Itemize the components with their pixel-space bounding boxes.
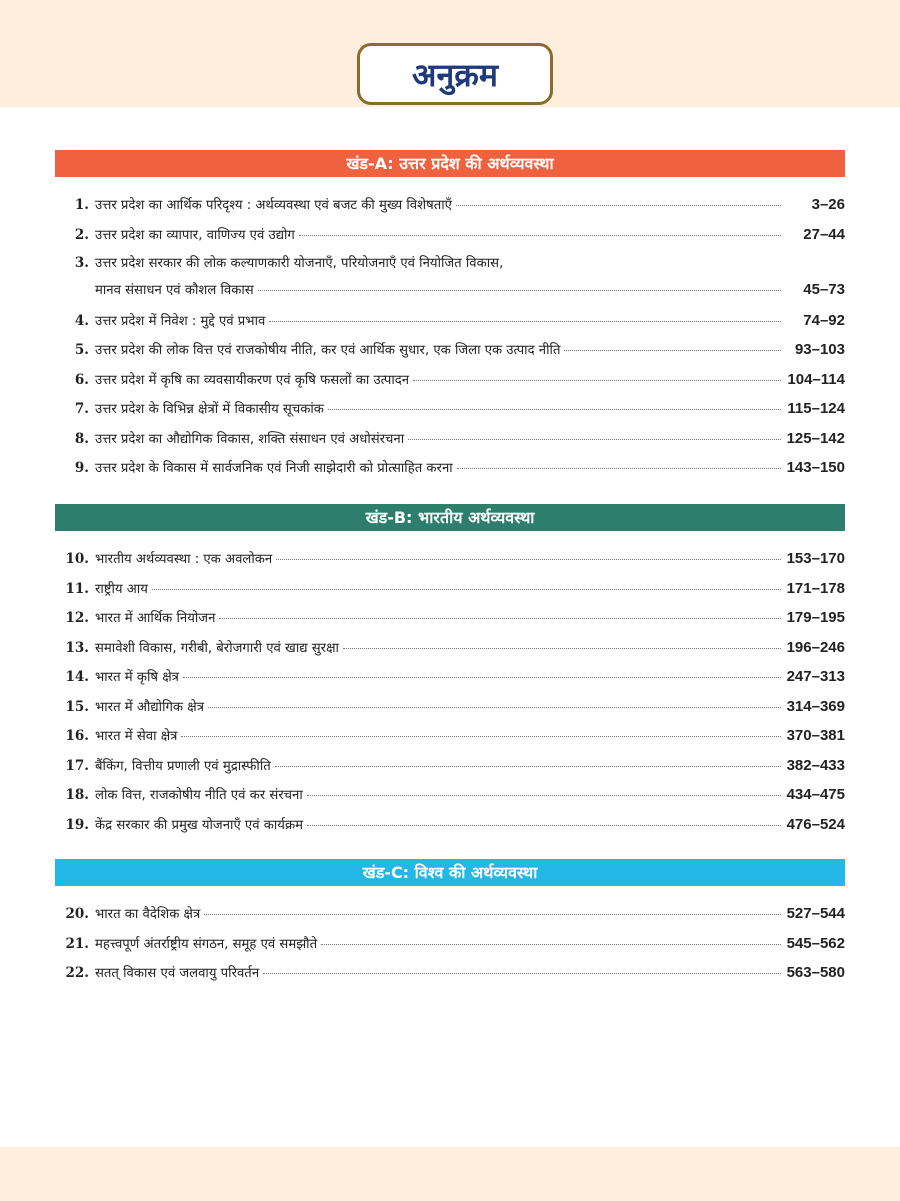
section-header: खंड-B: भारतीय अर्थव्यवस्था xyxy=(55,504,845,531)
entry-number: 1. xyxy=(74,197,89,213)
dot-leader xyxy=(181,736,781,737)
page-range: 382–433 xyxy=(786,756,845,774)
entry-number: 5. xyxy=(74,342,89,358)
entry-title: महत्त्वपूर्ण अंतर्राष्ट्रीय संगठन, समूह एवं समझौते xyxy=(95,936,318,952)
entry-title: भारत में औद्योगिक क्षेत्र xyxy=(95,699,204,715)
section-a xyxy=(55,150,845,483)
toc-entry[interactable] xyxy=(55,780,845,810)
toc-entry[interactable] xyxy=(55,544,845,574)
page-range: 27–44 xyxy=(803,225,845,243)
entry-number: 21. xyxy=(65,935,89,952)
entry-number: 12. xyxy=(65,610,89,626)
entry-number: 20. xyxy=(65,906,89,922)
page-range: 153–170 xyxy=(786,550,845,567)
entry-number: 8. xyxy=(74,430,89,447)
page-range: 3–26 xyxy=(811,196,845,213)
section-c xyxy=(55,859,845,988)
toc-entry[interactable] xyxy=(55,365,845,395)
entry-number: 7. xyxy=(74,401,89,417)
dot-leader xyxy=(321,944,781,945)
toc-entry[interactable] xyxy=(55,958,845,988)
toc-entry[interactable] xyxy=(55,249,845,306)
entry-list xyxy=(55,886,845,988)
toc-entry[interactable] xyxy=(55,899,845,929)
entry-list xyxy=(55,177,845,483)
dot-leader xyxy=(457,468,781,469)
dot-leader xyxy=(307,795,781,796)
toc-entry[interactable] xyxy=(55,751,845,781)
entry-title: मानव संसाधन एवं कौशल विकास xyxy=(95,283,254,298)
toc-entry[interactable] xyxy=(55,721,845,751)
entry-title: उत्तर प्रदेश का व्यापार, वाणिज्य एवं उद्योग xyxy=(95,227,295,243)
entry-title: उत्तर प्रदेश के विभिन्न क्षेत्रों में विकासीय सूचकांक xyxy=(95,402,324,417)
dot-leader xyxy=(413,380,781,381)
toc-entry[interactable] xyxy=(55,394,845,424)
toc-entry[interactable] xyxy=(55,190,845,220)
dot-leader xyxy=(152,589,781,590)
entry-number: 9. xyxy=(74,460,89,476)
toc-entry[interactable] xyxy=(55,424,845,454)
dot-leader xyxy=(408,439,781,440)
entry-title: सतत् विकास एवं जलवायु परिवर्तन xyxy=(95,966,260,981)
entry-title: भारतीय अर्थव्यवस्था : एक अवलोकन xyxy=(95,552,273,567)
entry-title: लोक वित्त, राजकोषीय नीति एवं कर संरचना xyxy=(95,788,303,803)
page-range: 93–103 xyxy=(794,341,845,358)
toc-entry[interactable] xyxy=(55,603,845,633)
page-range: 143–150 xyxy=(786,459,845,476)
page-range: 370–381 xyxy=(786,727,845,744)
page-title: अनुक्रम xyxy=(357,43,553,105)
page-range: 314–369 xyxy=(786,697,845,715)
toc-entry[interactable] xyxy=(55,306,845,336)
dot-leader xyxy=(328,409,781,410)
section-header: खंड-A: उत्तर प्रदेश की अर्थव्यवस्था xyxy=(55,150,845,177)
page-range: 74–92 xyxy=(803,311,845,329)
section-b xyxy=(55,504,845,839)
entry-title: भारत में कृषि क्षेत्र xyxy=(95,670,179,685)
page-range: 527–544 xyxy=(786,905,845,922)
footer-band xyxy=(0,1147,900,1201)
page-range: 171–178 xyxy=(786,579,845,597)
entry-number: 10. xyxy=(65,551,89,567)
page-range: 563–580 xyxy=(786,964,845,981)
toc-entry[interactable] xyxy=(55,810,845,840)
dot-leader xyxy=(343,648,781,649)
page-range: 545–562 xyxy=(786,934,845,952)
entry-number: 3. xyxy=(74,255,89,271)
page-range: 196–246 xyxy=(786,638,845,656)
toc-entry[interactable] xyxy=(55,633,845,663)
entry-title: उत्तर प्रदेश का औद्योगिक विकास, शक्ति संसाधन एवं अधोसंरचना xyxy=(95,431,405,447)
entry-title-line: उत्तर प्रदेश सरकार की लोक कल्याणकारी योजनाएँ, परियोजनाएँ एवं नियोजित विकास, xyxy=(95,256,504,271)
dot-leader xyxy=(276,559,781,560)
entry-title: उत्तर प्रदेश का आर्थिक परिदृश्य : अर्थव्यवस्था एवं बजट की मुख्य विशेषताएँ xyxy=(95,198,452,213)
dot-leader xyxy=(564,350,781,351)
dot-leader xyxy=(219,618,781,619)
entry-title: उत्तर प्रदेश में कृषि का व्यवसायीकरण एवं कृषि फसलों का उत्पादन xyxy=(95,372,410,388)
dot-leader xyxy=(307,825,781,826)
entry-title: भारत का वैदेशिक क्षेत्र xyxy=(95,907,201,922)
page-range: 179–195 xyxy=(786,609,845,626)
dot-leader xyxy=(263,973,781,974)
entry-number: 18. xyxy=(65,787,89,803)
dot-leader xyxy=(258,290,781,291)
page-range: 434–475 xyxy=(786,786,845,803)
entry-title: समावेशी विकास, गरीबी, बेरोजगारी एवं खाद्य सुरक्षा xyxy=(95,640,339,656)
entry-number: 16. xyxy=(65,728,89,744)
toc-entry[interactable] xyxy=(55,220,845,250)
entry-title: बैंकिंग, वित्तीय प्रणाली एवं मुद्रास्फीति xyxy=(95,758,271,774)
page-range: 45–73 xyxy=(803,281,845,298)
entry-number: 11. xyxy=(65,580,89,597)
entry-title: केंद्र सरकार की प्रमुख योजनाएँ एवं कार्यक्रम xyxy=(95,817,303,833)
section-header: खंड-C: विश्व की अर्थव्यवस्था xyxy=(55,859,845,886)
entry-number: 22. xyxy=(65,965,89,981)
entry-title: राष्ट्रीय आय xyxy=(95,581,148,597)
page-range: 125–142 xyxy=(786,429,845,447)
entry-title: उत्तर प्रदेश की लोक वित्त एवं राजकोषीय नीति, कर एवं आर्थिक सुधार, एक जिला एक उत्पाद नीति xyxy=(95,343,561,358)
page-range: 115–124 xyxy=(787,400,845,417)
entry-number: 4. xyxy=(74,312,89,329)
toc-entry[interactable] xyxy=(55,662,845,692)
entry-title: उत्तर प्रदेश के विकास में सार्वजनिक एवं निजी साझेदारी को प्रोत्साहित करना xyxy=(95,461,453,476)
toc-entry[interactable] xyxy=(55,574,845,604)
toc-entry[interactable] xyxy=(55,335,845,365)
entry-number: 19. xyxy=(65,816,89,833)
dot-leader xyxy=(204,914,781,915)
page-range: 104–114 xyxy=(787,370,845,388)
entry-number: 13. xyxy=(65,639,89,656)
dot-leader xyxy=(299,235,781,236)
dot-leader xyxy=(269,321,781,322)
entry-number: 17. xyxy=(65,757,89,774)
dot-leader xyxy=(183,677,781,678)
entry-title: भारत में आर्थिक नियोजन xyxy=(95,611,216,626)
entry-list xyxy=(55,531,845,839)
toc-entry[interactable] xyxy=(55,929,845,959)
entry-number: 6. xyxy=(74,371,89,388)
dot-leader xyxy=(275,766,781,767)
dot-leader xyxy=(208,707,781,708)
entry-number: 15. xyxy=(65,698,89,715)
dot-leader xyxy=(456,205,781,206)
entry-title: उत्तर प्रदेश में निवेश : मुद्दे एवं प्रभाव xyxy=(95,313,266,329)
toc-entry[interactable] xyxy=(55,692,845,722)
entry-number: 14. xyxy=(65,669,89,685)
page-range: 247–313 xyxy=(786,668,845,685)
toc-entry[interactable] xyxy=(55,453,845,483)
page-range: 476–524 xyxy=(786,815,845,833)
entry-title: भारत में सेवा क्षेत्र xyxy=(95,729,178,744)
entry-number: 2. xyxy=(74,226,89,243)
